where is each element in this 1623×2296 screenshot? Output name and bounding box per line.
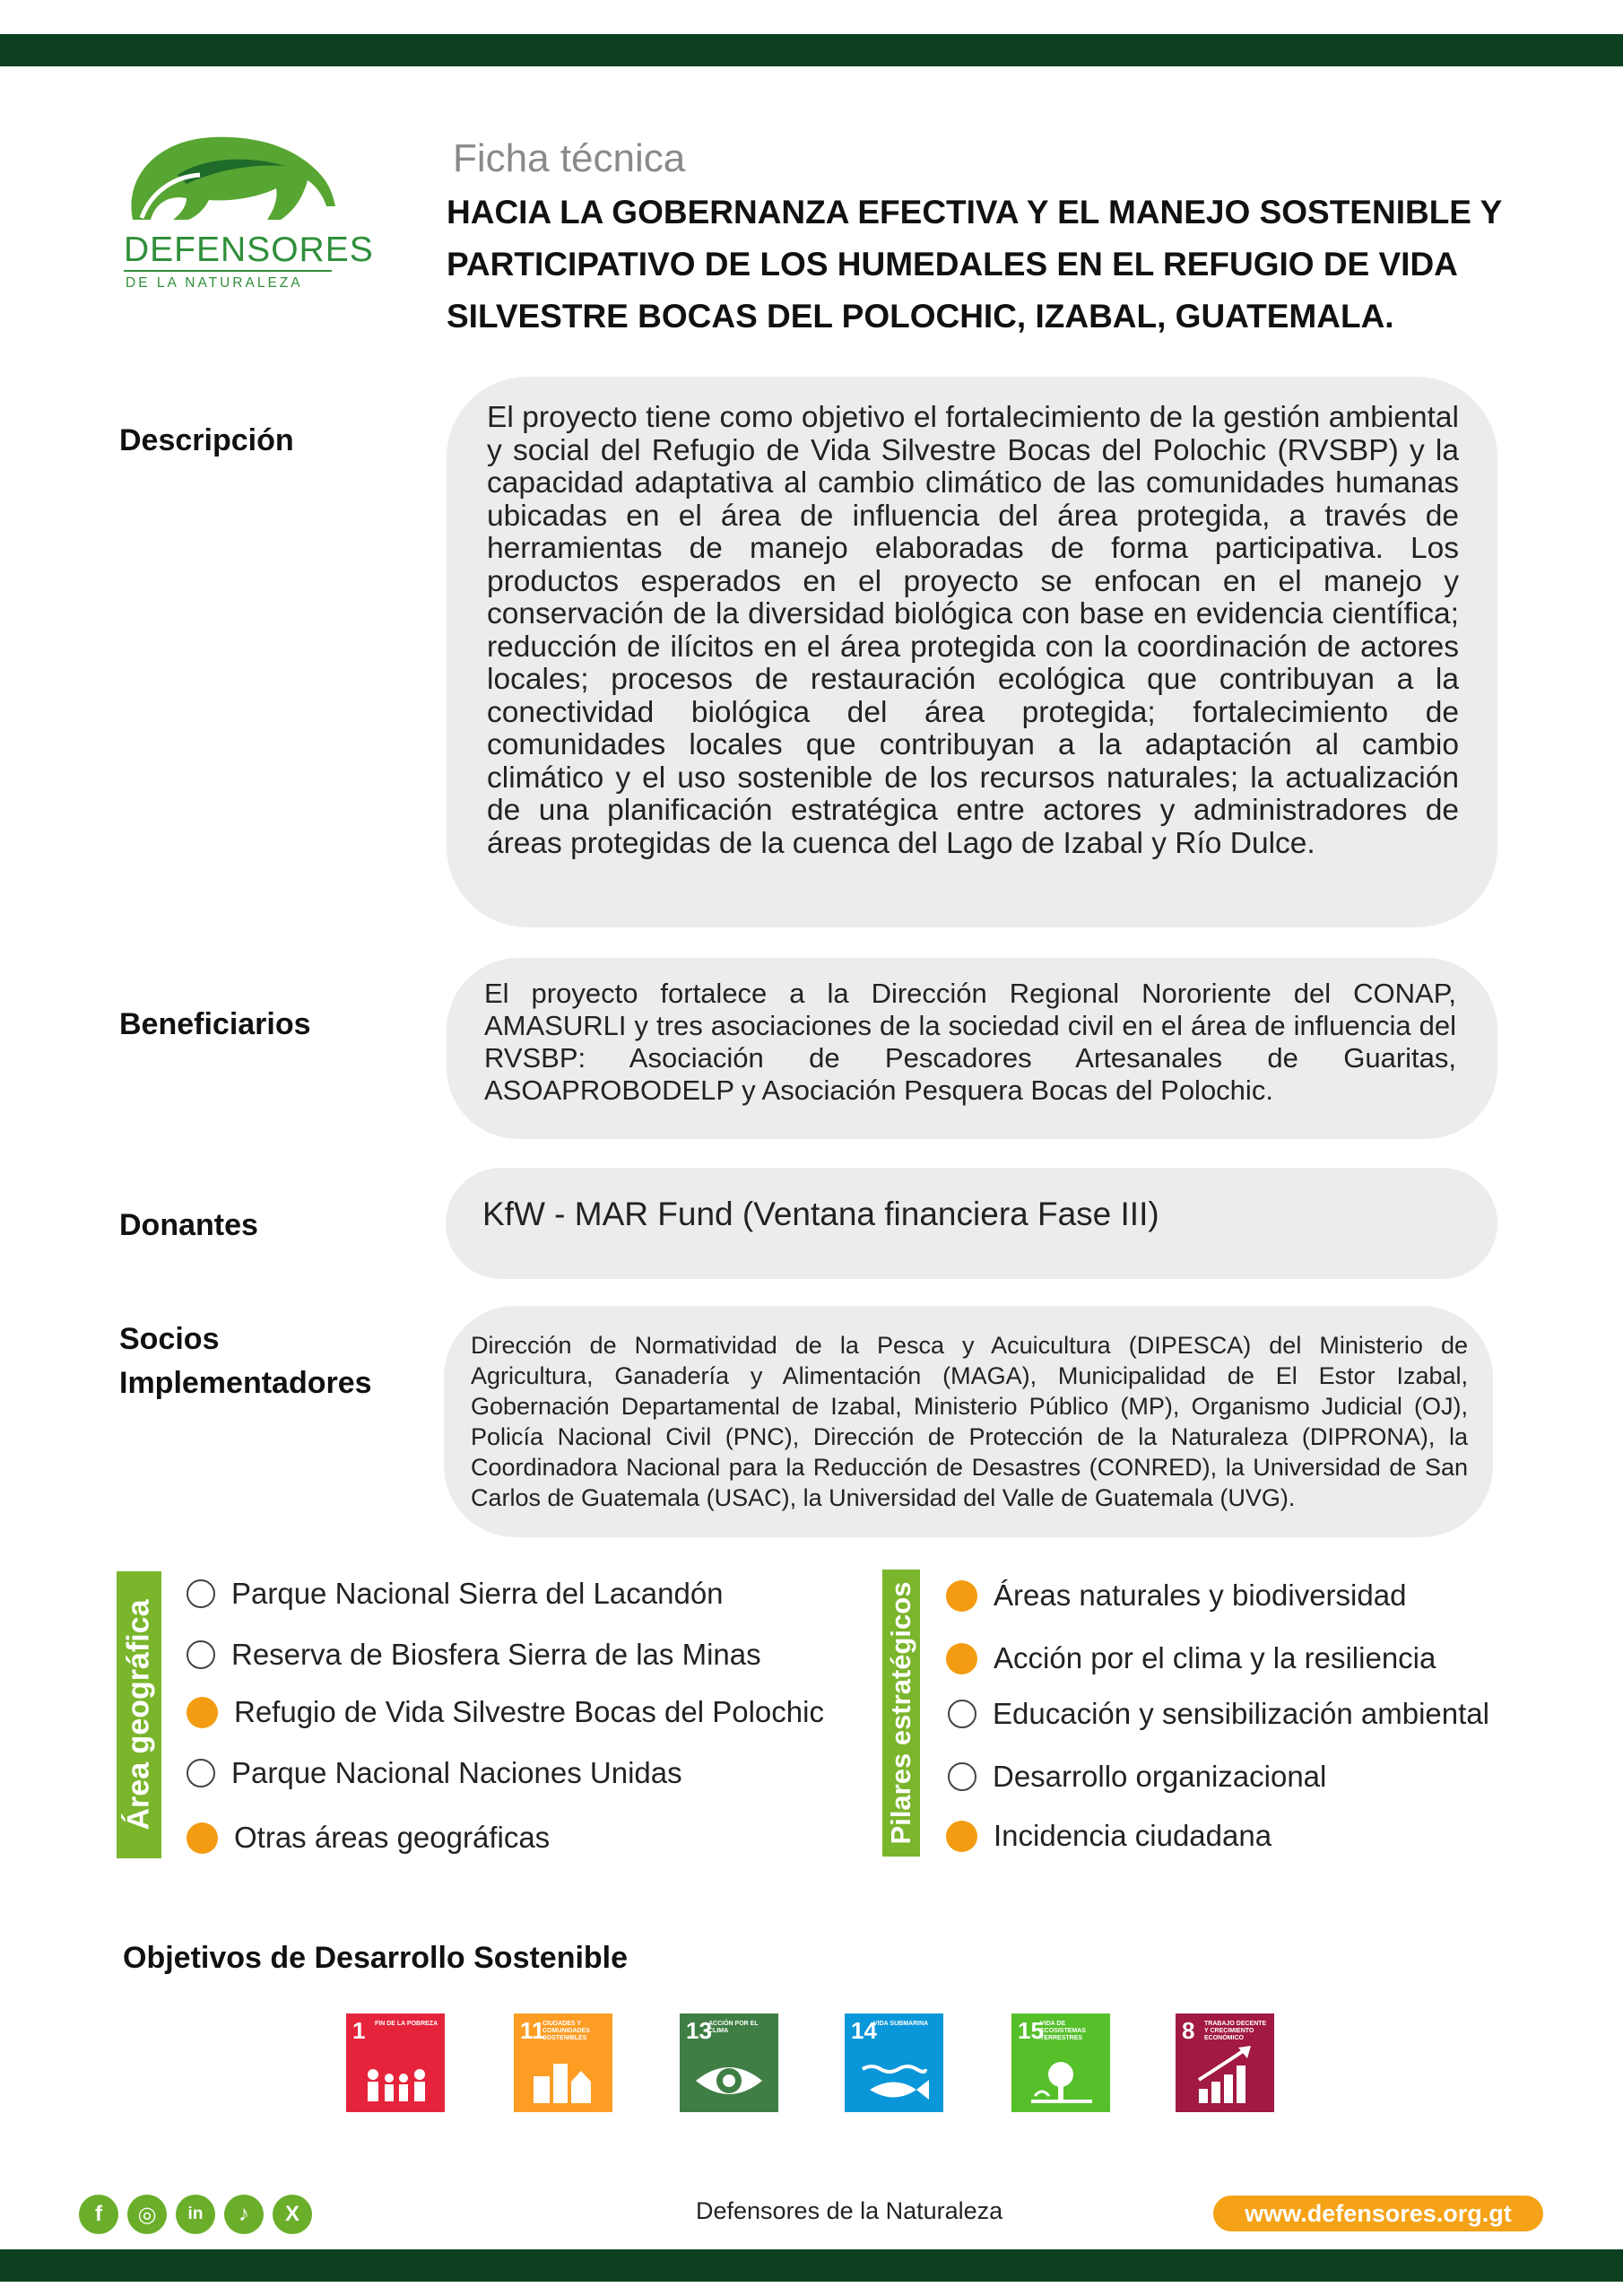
area-option[interactable] — [187, 1756, 682, 1790]
label-beneficiarios: Beneficiarios — [119, 1007, 311, 1041]
pilar-option[interactable] — [946, 1578, 1406, 1613]
x-icon[interactable]: X — [273, 2195, 312, 2234]
pilar-option-label: Áreas naturales y biodiversidad — [994, 1578, 1407, 1612]
sdg-number: 15 — [1018, 2017, 1044, 2044]
radio-icon[interactable] — [946, 1821, 977, 1852]
linkedin-icon[interactable]: in — [176, 2195, 215, 2234]
defensores-logo — [124, 121, 374, 291]
sdg-goal-11 — [514, 2013, 612, 2112]
pilar-option-label: Desarrollo organizacional — [993, 1760, 1327, 1793]
sdg-title: Objetivos de Desarrollo Sostenible — [123, 1941, 629, 1975]
area-option-label: Parque Nacional Naciones Unidas — [231, 1756, 682, 1789]
radio-icon[interactable] — [187, 1640, 215, 1669]
sdg-label: TRABAJO DECENTE Y CRECIMIENTO ECONÓMICO — [1204, 2021, 1267, 2041]
descripcion-text: El proyecto tiene como objetivo el fortalecimiento de la gestión ambiental y social del Refugio de Vida Silvestre Bocas del Polochic (RVSBP) y la capacidad adaptativa al cambio climático de las comunidades humanas ubicadas en el área de influencia del área protegida, a través de herramientas de manejo elaboradas de forma participativa. Los productos esperados en el proyecto se enfocan en el manejo y conservación de la diversidad biológica con base en evidencia científica; reducción de ilícitos en el área protegida con la coordinación de actores locales; procesos de restauración ecológica que contribuyan a la conectividad biológica del área protegida; fortalecimiento de comunidades locales que contribuyan a la adaptación al cambio climático y el uso sostenible de los recursos naturales; la actualización de una planificación estratégica entre actores y administradores de áreas protegidas de la cuenca del Lago de Izabal y Río Dulce. — [487, 401, 1459, 860]
pilar-option[interactable] — [946, 1641, 1436, 1675]
label-socios: Socios — [119, 1322, 220, 1356]
label-implementadores: Implementadores — [119, 1366, 372, 1400]
area-option-label: Reserva de Biosfera Sierra de las Minas — [231, 1638, 761, 1671]
sdg-number: 14 — [851, 2017, 877, 2044]
radio-icon[interactable] — [187, 1697, 218, 1728]
logo-name: DEFENSORES — [124, 230, 374, 269]
area-option-label: Refugio de Vida Silvestre Bocas del Polochic — [234, 1695, 824, 1728]
logo-divider — [124, 270, 332, 272]
document-title: HACIA LA GOBERNANZA EFECTIVA Y EL MANEJO SOSTENIBLE Y PARTICIPATIVO DE LOS HUMEDALES EN EL REFUGIO DE VIDA SILVESTRE BOCAS DEL POLOCHIC, IZABAL, GUATEMALA. — [447, 194, 1502, 335]
sdg-goal-13 — [680, 2013, 778, 2112]
website-link[interactable]: www.defensores.org.gt — [1213, 2196, 1543, 2231]
radio-icon[interactable] — [187, 1822, 218, 1854]
sdg-goal-8 — [1176, 2013, 1274, 2112]
area-option-label: Parque Nacional Sierra del Lacandón — [231, 1577, 724, 1610]
pilar-option[interactable] — [948, 1760, 1326, 1794]
instagram-icon[interactable]: ◎ — [127, 2195, 167, 2234]
bottom-bar — [0, 2249, 1623, 2282]
sdg-label: ACCIÓN POR EL CLIMA — [708, 2021, 759, 2034]
pilar-option[interactable] — [946, 1819, 1271, 1853]
area-option[interactable] — [187, 1577, 724, 1611]
area-option[interactable] — [187, 1638, 761, 1672]
radio-icon[interactable] — [187, 1579, 215, 1608]
label-donantes: Donantes — [119, 1208, 258, 1242]
anteater-icon — [124, 121, 339, 229]
radio-icon[interactable] — [187, 1759, 215, 1787]
document-kicker: Ficha técnica — [453, 136, 686, 180]
pilar-option-label: Educación y sensibilización ambiental — [993, 1697, 1489, 1730]
facebook-icon[interactable]: f — [79, 2195, 118, 2234]
area-option[interactable] — [187, 1695, 824, 1729]
radio-icon[interactable] — [946, 1580, 977, 1612]
footer-org-name: Defensores de la Naturaleza — [696, 2197, 1003, 2224]
area-option[interactable] — [187, 1821, 550, 1855]
sdg-label: VIDA SUBMARINA — [873, 2021, 929, 2027]
sdg-goal-1 — [346, 2013, 445, 2112]
radio-icon[interactable] — [946, 1643, 977, 1674]
sdg-number: 8 — [1182, 2017, 1195, 2044]
pilar-option-label: Acción por el clima y la resiliencia — [994, 1641, 1436, 1674]
sdg-label: CIUDADES Y COMUNIDADES SOSTENIBLES — [542, 2021, 590, 2041]
area-geografica-tab — [117, 1571, 161, 1858]
sdg-label: VIDA DE ECOSISTEMAS TERRESTRES — [1040, 2021, 1086, 2041]
sdg-number: 1 — [352, 2017, 366, 2044]
top-bar — [0, 34, 1623, 66]
sdg-goal-14 — [845, 2013, 943, 2112]
pilar-option[interactable] — [948, 1697, 1489, 1731]
label-descripcion: Descripción — [119, 423, 294, 457]
sdg-number: 13 — [686, 2017, 712, 2044]
beneficiarios-text: El proyecto fortalece a la Dirección Regional Nororiente del CONAP, AMASURLI y tres asociaciones de la sociedad civil en el área de influencia del RVSBP: Asociación de Pescadores Artesanales de Guaritas, ASOAPROBODELP y Asociación Pesquera Bocas del Polochic. — [484, 978, 1456, 1106]
socios-text: Dirección de Normatividad de la Pesca y Acuicultura (DIPESCA) del Ministerio de Agricultura, Ganadería y Alimentación (MAGA), Municipalidad de El Estor Izabal, Gobernación Departamental de Izabal, Ministerio Público (MP), Organismo Judicial (OJ), Policía Nacional Civil (PNC), Dirección de Protección de la Naturaleza (DIPRONA), la Coordinadora Nacional para la Reducción de Desastres (CONRED), la Universidad de San Carlos de Guatemala (USAC), la Universidad del Valle de Guatemala (UVG). — [471, 1332, 1468, 1511]
area-option-label: Otras áreas geográficas — [234, 1821, 551, 1854]
tiktok-icon[interactable]: ♪ — [224, 2195, 264, 2234]
area-geografica-label: Área geográfica — [121, 1599, 156, 1831]
radio-icon[interactable] — [948, 1762, 976, 1791]
pilar-option-label: Incidencia ciudadana — [994, 1819, 1272, 1852]
sdg-label: FIN DE LA POBREZA — [375, 2021, 438, 2027]
sdg-goal-15 — [1011, 2013, 1110, 2112]
logo-subtitle: DE LA NATURALEZA — [126, 275, 303, 291]
radio-icon[interactable] — [948, 1700, 976, 1728]
donantes-text: KfW - MAR Fund (Ventana financiera Fase III) — [482, 1196, 1159, 1232]
pilares-label: Pilares estratégicos — [885, 1581, 916, 1845]
pilares-tab — [882, 1570, 920, 1857]
sdg-number: 11 — [520, 2017, 545, 2044]
